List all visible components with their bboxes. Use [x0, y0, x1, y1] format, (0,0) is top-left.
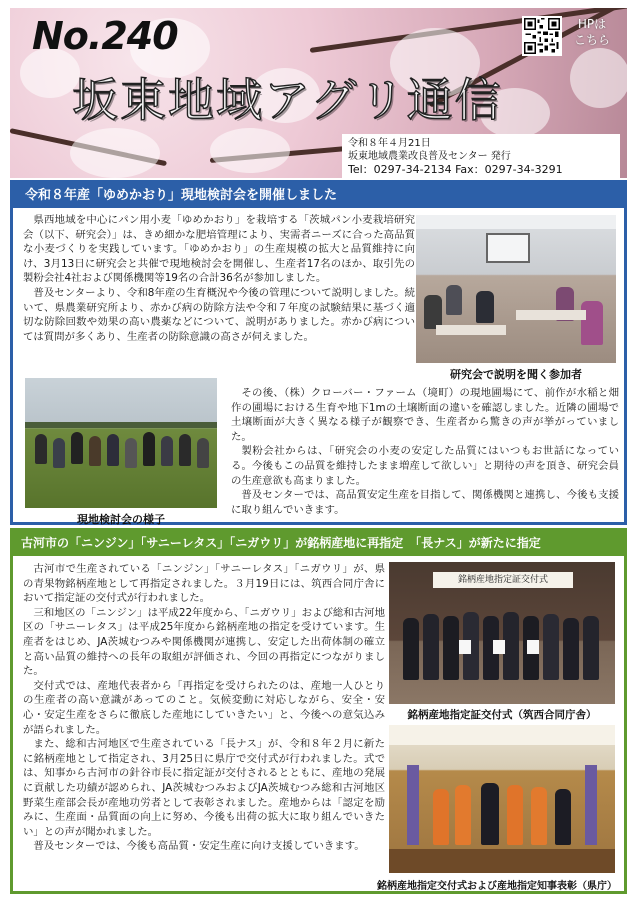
paragraph: 普及センターでは、高品質安定生産を目指して、関係機関と連携し、今後も支援に取り組んでいきます。: [231, 489, 619, 516]
contact-info: Tel：0297-34-2134 Fax：0297-34-3291: [348, 163, 563, 176]
paragraph: 製粉会社からは、「研究会の小麦の安定した品質にはいつもお世話になっている。今後もこの品質を維持したまま増産して欲しい」と期待の声を頂き、研究会員の生産意欲も高まりました。: [231, 445, 619, 487]
photo-certificate-ceremony: [389, 562, 615, 704]
article-koga-brand-area: [10, 528, 627, 894]
homepage-link-text: HPは こちら: [573, 17, 610, 47]
article-heading: 令和８年産「ゆめかおり」現地検討会を開催しました: [13, 183, 624, 208]
paragraph: 普及センターより、令和8年産の生育概況や今後の管理について説明しました。続いて、県農業研究所より、赤かび病の防除方法や令和７年度の試験結果に基づく適切な防除回数や効果の高い農薬などについて、説明がありました。赤かび病については質問が多くあり、生産者の防除意識の高さが伺えました。: [23, 286, 415, 343]
article-heading: 古河市の「ニンジン」「サニーレタス」「ニガウリ」が銘柄産地に再指定 「長ナス」が新たに指定: [13, 531, 624, 556]
paragraph: 古河市で生産されている「ニンジン」「サニーレタス」「ニガウリ」が、県の青果物銘柄産地として再指定されました。３月19日には、筑西合同庁舎において指定証の交付式が行われました。: [23, 563, 385, 605]
photo-meeting-room: [416, 215, 616, 363]
photo-caption: 銘柄産地指定証交付式（筑西合同庁舎）: [407, 709, 597, 721]
masthead: [10, 8, 627, 178]
homepage-link[interactable]: [566, 16, 618, 48]
photo-caption: 現地検討会の様子: [77, 513, 165, 526]
article-body-top: [23, 213, 415, 344]
article-body: [23, 562, 385, 854]
paragraph: また、総和古河地区で生産されている「長ナス」が、令和８年２月に新たに銘柄産地として指定され、3月25日に県庁で交付式が行われました。式では、知事から古河市の針谷市長に指定証が交付されるとともに、産地の発展に貢献した功績が認められ、JA茨城むつみおよびJA茨城むつみ総和古河地区野菜生産部会長が産地功労者として表彰されました。産地からは「認定を励みに、生産面・品質面の向上に努め、今後も出荷の拡大に取り組んでいきたい」との声が聞かれました。: [23, 738, 385, 838]
photo-governor-award: [389, 725, 615, 873]
paragraph: その後、（株）クローバー・ファーム（境町）の現地圃場にて、前作が水稲と畑作の圃場における生育や地下1mの土壌断面の違いを確認しました。近隣の圃場で土壌断面が大きく異なる様子が観察でき、生産者から驚きの声が挙がっていました。: [231, 387, 619, 443]
paragraph: 県西地域を中心にパン用小麦「ゆめかおり」を栽培する「茨城パン小麦栽培研究会（以下、研究会）」は、きめ細かな肥培管理により、実需者ニーズに合った高品質な小麦づくりを実践しています。「ゆめかおり」の生産規模の拡大と品質維持に向け、3月13日に研究会と共催で現地検討会を開催し、生産者17名のほか、取引先の製粉会社4社および関係機関等19名の合計36名が参加しました。: [23, 214, 415, 285]
publish-date: 令和８年４月21日: [348, 138, 431, 149]
paragraph: 交付式では、産地代表者から「再指定を受けられたのは、産地一人ひとりの生産者の高い意識があってのこと。気候変動に対応しながら、安全・安心・安定生産をさらに徹底した産地にしていきたい」と、今後への意気込みが語られました。: [23, 679, 385, 736]
ceremony-banner: 銘柄産地指定証交付式: [433, 572, 573, 588]
issue-number: No.240: [32, 14, 178, 58]
qr-code-icon[interactable]: [522, 16, 562, 56]
photo-caption: 研究会で説明を聞く参加者: [450, 368, 582, 381]
photo-caption: 銘柄産地指定交付式および産地指定知事表彰（県庁）: [377, 881, 617, 892]
article-body-bottom: [231, 386, 619, 517]
publisher-info: [342, 134, 620, 178]
paragraph: 三和地区の「ニンジン」は平成22年度から、「ニガウリ」および総和古河地区の「サニーレタス」は平成25年度から銘柄産地の指定を受けています。生産者をはじめ、JA茨城むつみや関係機関が連携し、安定した出荷体制の確立と高い品質の維持への長年の取組が評価され、今回の再指定につながりました。: [23, 606, 385, 678]
article-yumekaori: [10, 180, 627, 525]
publisher-name: 坂東地域農業改良普及センター 発行: [348, 151, 511, 162]
photo-field-meeting: [25, 378, 217, 508]
paragraph: 普及センターでは、今後も高品質・安定生産に向け支援していきます。: [33, 840, 365, 853]
newsletter-title: 坂東地域アグリ通信: [72, 73, 503, 127]
